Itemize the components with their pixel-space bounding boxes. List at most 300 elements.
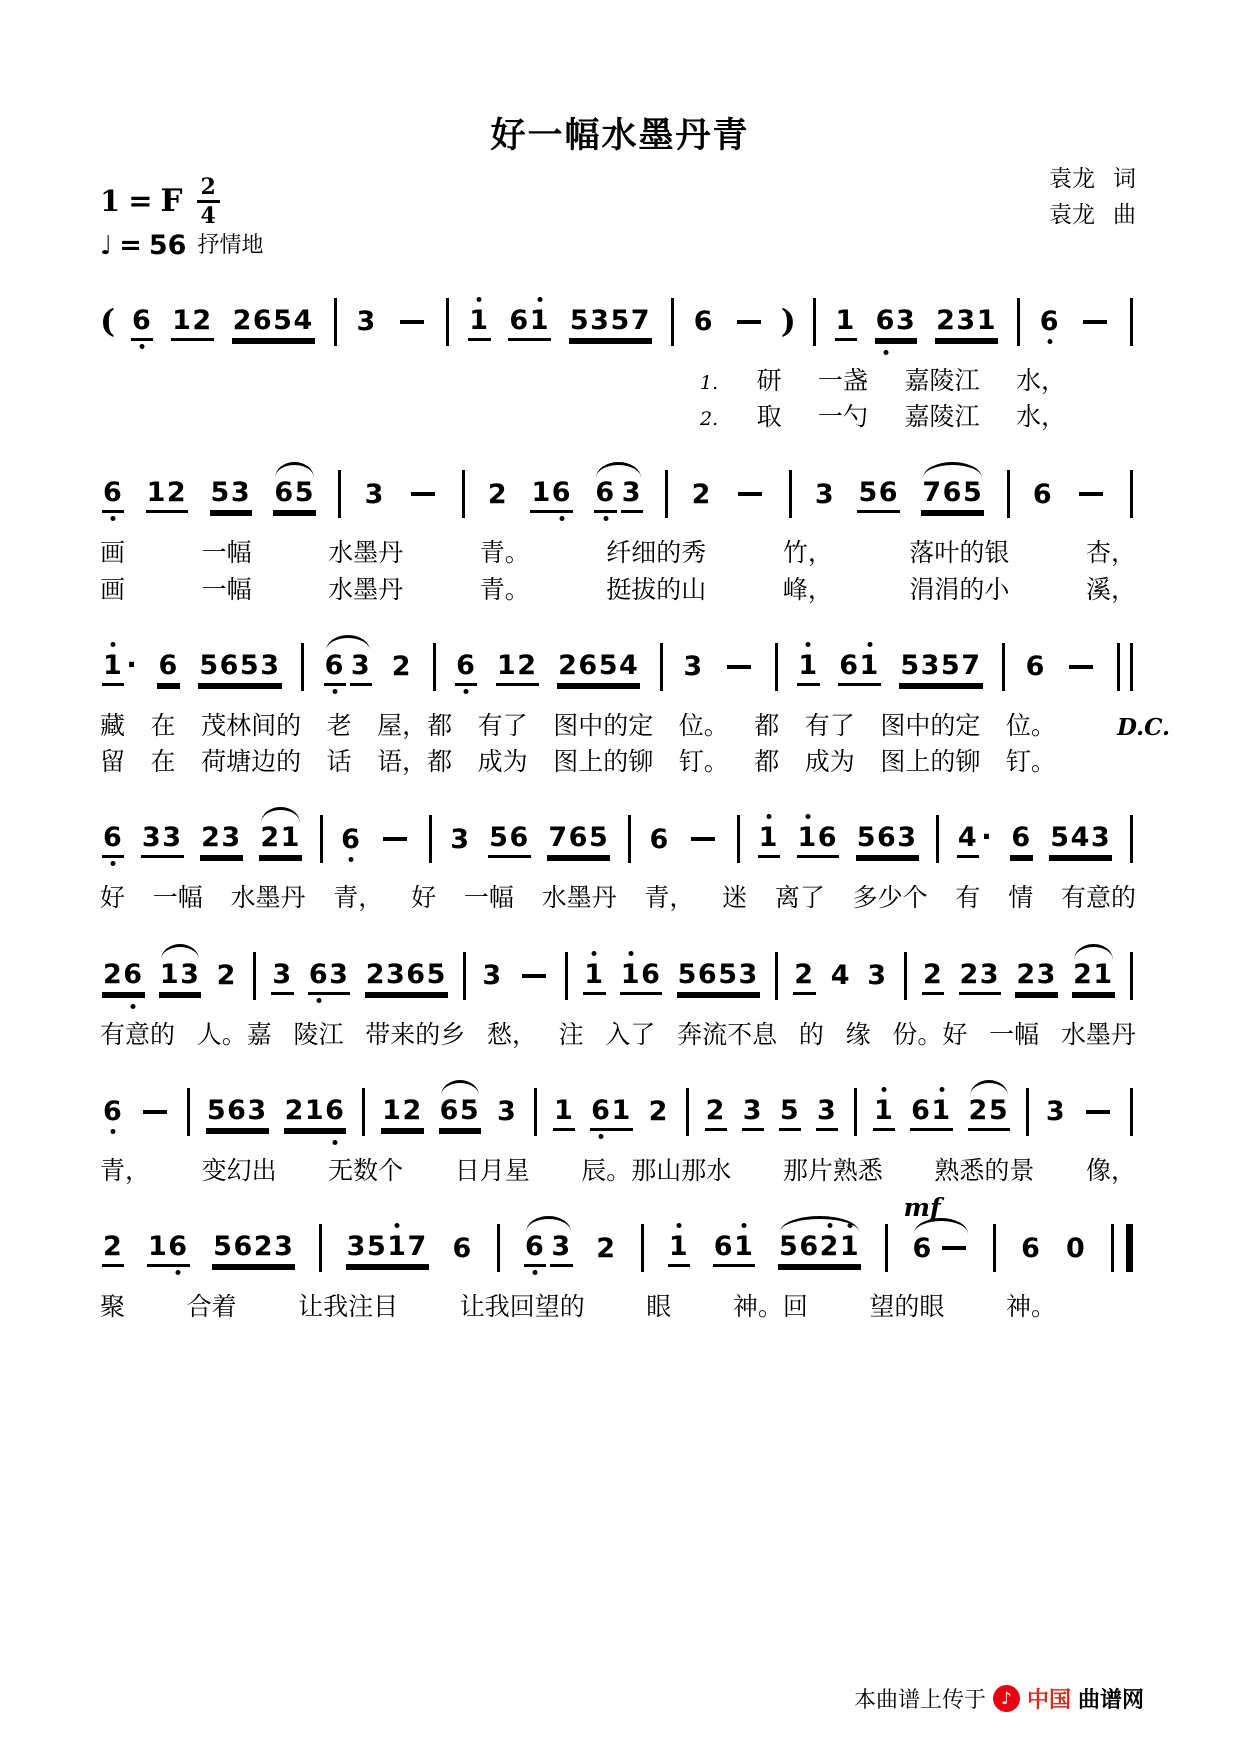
note-digits [259,824,302,858]
note-digits [496,1098,518,1129]
note [1063,1217,1089,1286]
note [689,463,715,532]
note-body [216,962,238,993]
note [551,1079,577,1151]
note-body [212,1233,295,1267]
lyric-segment: 在 [150,747,176,776]
note-body [875,304,918,341]
note-digit: 6 [452,1232,473,1264]
lyric-segment: 溪， [1085,574,1136,604]
note-digits [713,1233,756,1267]
note-digit: 3 [272,958,293,990]
lyric-segment: 一幅 [201,574,252,604]
note-digit: 2 [216,960,237,991]
note-digit: 6 [325,1094,346,1126]
note-digit: 5 [940,649,962,681]
note-digit: 6 [103,1096,124,1128]
tied-group [322,634,375,706]
note-digit: 5 [962,477,984,509]
note-digit: 4 [619,649,640,681]
lyrics-block [100,1153,1136,1189]
note-body [1045,1098,1067,1129]
lyric-row [700,399,1136,435]
note-digit: 6 [713,1231,735,1262]
lyric-row [100,572,1136,608]
augmentation-dot: · [126,647,137,681]
note-digits [957,824,979,858]
note-body [778,1233,861,1267]
note-body [705,1094,727,1131]
note-digits [141,824,184,858]
note-body [713,1233,756,1267]
note-digit: 6 [595,477,616,509]
note-digit: 3 [450,823,471,855]
note [581,943,607,1015]
note [836,634,883,706]
note [210,1215,297,1287]
music-line-2 [100,461,1136,608]
note-digit: 6 [912,1232,933,1264]
note [100,461,126,533]
note-body [439,1094,482,1131]
note-digit: 3 [621,477,642,509]
lyric-segment: 有了 [477,710,528,740]
lyric-segment: 纤细的秀 [606,538,707,568]
note-digits [200,824,243,858]
note-digit: 3 [816,1094,838,1126]
note-digit: 3 [590,304,611,336]
tempo-marking [100,229,263,263]
lyric-segment: 老 [326,710,352,740]
lyric-segment: 水墨丹 [230,883,306,913]
tie-arc [1074,944,1113,960]
lyric-segment: 荷塘边的 [201,747,302,776]
parenthesis: ( [100,301,116,340]
barline [362,1088,365,1136]
note-body [1032,478,1054,512]
note-body [1020,1232,1042,1266]
duration-dash [400,320,424,324]
note-body [451,1232,473,1266]
note-digits [935,304,998,341]
note [756,806,782,878]
note-digit: 6 [839,649,860,681]
barline [1130,470,1133,518]
note [389,635,415,704]
lyric-segment: 迷 [722,883,748,913]
note-digits [451,1232,473,1266]
note-digit: 6 [103,477,124,509]
note-body [146,479,189,513]
note-digits [921,479,984,513]
note-digit: 6 [942,477,963,509]
note-body [102,1233,124,1267]
lyric-segment: 图中的定 [880,710,981,740]
note-digits [547,824,610,858]
note-digits [496,649,539,686]
note [903,1192,941,1286]
note-digits [131,304,153,341]
note-body [524,1233,546,1267]
tied-group [592,461,645,533]
note [593,1217,619,1286]
note [437,1079,484,1151]
note-digit: 6 [911,1094,932,1126]
note-digit: 2 [232,304,253,336]
note-digit: 6 [168,1231,189,1262]
note-body [340,823,362,857]
lyric-segment: 人。嘉 [196,1019,272,1049]
note [1037,290,1063,359]
note-body [835,304,857,341]
note-digit: 3 [895,304,917,336]
note-body [779,1094,801,1131]
duration-dash [522,974,546,978]
note-digit: 5 [273,304,294,336]
note-digit: 5 [489,822,510,854]
barline [338,470,341,518]
duration-dash [738,492,762,496]
note-body [873,1094,895,1131]
note-digit: 2 [192,304,213,336]
note-digits [595,1232,617,1266]
lyric-segment: 陵江 [293,1019,344,1049]
lyric-segment: 那片熟悉 [782,1155,883,1185]
notation-row [100,1079,1136,1151]
note-body [1010,824,1032,858]
note-digit: 2 [968,1094,989,1126]
composer-name: 袁龙 [1049,201,1095,228]
note-digits [550,1233,572,1267]
note-digits [793,958,815,995]
footer [854,1683,1144,1714]
note-body [391,653,413,684]
note-digit: 4 [957,822,979,854]
note-digits [1045,1098,1067,1129]
lyric-segment: 落叶的银 [909,538,1010,568]
lyric-segment: 位。 [1005,710,1056,740]
note-digits [346,1233,429,1267]
note-body [550,1233,572,1267]
note [100,806,126,878]
note-digits [157,649,179,686]
note-body [200,824,243,858]
note [680,635,706,704]
note [1030,463,1056,532]
note-body [569,304,652,341]
note [362,463,388,532]
note-digit: 1 [734,1231,755,1262]
note-digit: 1 [469,304,490,336]
barline [641,1224,644,1272]
note [548,1215,574,1287]
note-digits [102,1098,124,1129]
note-digits [856,824,919,858]
note-body [691,478,713,512]
note-digit: 2 [705,1094,726,1126]
note-digits [583,958,605,995]
lyric-segment: 合着 [186,1292,237,1321]
note-body [232,304,315,341]
note-body [102,958,145,995]
lyric-segment: 注 [558,1019,584,1049]
note-digits [232,304,315,341]
lyric-segment: 画 [100,538,126,568]
note-body [496,1098,518,1129]
lyric-segment: 离了 [774,883,825,913]
tonic-label: 1 [100,184,121,219]
note-digit: 4 [293,304,314,336]
note-digits [830,962,852,993]
note [864,944,890,1013]
duration-dash [383,837,407,841]
barline [319,1224,322,1272]
lyric-segment: 取 [756,402,782,431]
lyric-segment: 位。 [678,710,729,740]
note-body [324,649,346,686]
notation-row [100,1192,1136,1287]
note [208,461,255,533]
note-digit: 2 [922,958,944,990]
note-digits [590,1094,633,1131]
lyric-segment: 语，都 [377,747,453,776]
note-digit: 6 [697,958,719,990]
note-digit: 4 [830,960,852,991]
music-line-4 [100,806,1136,916]
note-body [488,824,531,858]
equals-sign: = [128,184,153,219]
note [271,461,318,533]
lyric-segment: 成为 [477,747,528,776]
note-digit: 1 [611,1094,632,1126]
duration-dash [691,837,715,841]
uploaded-by-text: 本曲谱上传于 [853,1688,986,1713]
da-capo-mark: D.C. [1116,713,1170,741]
note [619,461,645,533]
note-body [935,304,998,341]
note-digit: 2 [819,1231,840,1262]
note [795,806,842,878]
final-barline [1111,1224,1133,1272]
barline [253,952,256,1000]
note [344,1215,431,1287]
barline [334,298,337,346]
note-digit: 1 [159,958,181,990]
note-digits [488,824,531,858]
note-digit: 5 [206,1094,228,1126]
note-digit: 6 [649,823,670,855]
note-digits [1065,1232,1087,1266]
note [322,634,348,706]
note-digits [1072,958,1115,995]
duration-dash [1083,320,1107,324]
barline [301,643,304,691]
note-digit: 5 [610,304,631,336]
note [306,943,353,1015]
lyric-segment: 日月星 [454,1155,530,1185]
lyric-segment: 一幅 [463,883,514,913]
note-digit: 5 [426,958,447,990]
note-digits [648,1098,670,1129]
note-body [866,962,888,993]
duration-dash [143,1110,167,1114]
lyric-segment: 变幻出 [201,1155,277,1185]
note-digit: 2 [284,1094,305,1126]
lyric-segment: 峰， [782,574,833,604]
note-digit: 3 [867,960,888,991]
note [871,1079,897,1151]
lyricist-role: 词 [1113,166,1136,192]
notation-row [100,289,1136,361]
lyric-segment: 水， [1015,402,1066,431]
note-digit: 6 [1025,651,1046,683]
note-body [830,962,852,993]
site-name-prefix: 中国 [1026,1687,1071,1713]
lyric-segment: 缘 [845,1019,871,1049]
barline [671,298,674,346]
note [479,944,505,1013]
tied-group [903,1192,972,1286]
note-body [677,958,760,995]
lyric-segment: 一幅 [152,883,203,913]
note-digit: 6 [274,477,295,509]
music-systems [100,289,1170,1326]
note-body [620,958,663,995]
lyric-segment: 杏， [1085,538,1136,568]
note [873,289,920,361]
lyric-segment: 涓涓的小 [909,574,1010,604]
lyric-row [100,1017,1136,1053]
note-body [621,479,643,513]
music-line-7 [100,1192,1136,1325]
note [814,1079,840,1151]
note [282,1079,349,1151]
lyric-segment: 在 [150,710,176,740]
note [139,806,186,878]
note-digit: 2 [201,822,222,854]
note-body [797,649,819,686]
note-digit: 5 [779,1094,801,1126]
note-body [682,653,704,684]
note-digit: 6 [252,304,274,336]
note-digit: 5 [718,958,739,990]
lyric-segment: 好 [100,883,126,913]
note-digits [198,649,281,686]
lyric-row [100,1289,1136,1325]
note-digits [705,1094,727,1131]
barline [775,952,778,1000]
note-digit: 3 [742,1094,763,1126]
song-title: 好一幅水墨丹青 [490,116,750,156]
note-body [793,958,815,995]
note [494,634,541,706]
note-digit: 2 [166,477,188,509]
barline [854,1088,857,1136]
note-body [141,824,184,858]
note-body [742,1094,764,1131]
note-body [814,478,836,512]
parenthesis: ) [780,301,796,340]
lyric-segment: 一幅 [989,1019,1040,1049]
note [100,1080,126,1149]
lyric-segment: 神。 [1005,1292,1056,1321]
note-digit: 2 [402,1094,423,1126]
note-digits [216,962,238,993]
note-digits [779,1094,801,1131]
note-digit: 7 [630,304,652,336]
note-digits [355,308,377,339]
barline [904,952,907,1000]
tie-arc [441,1080,480,1096]
tie-arc [275,462,314,478]
note-digit: 1 [496,649,518,681]
note-digit: 2 [558,649,579,681]
lyric-segment: 水墨丹 [328,574,404,604]
meter-numerator: 2 [197,176,220,203]
barline [565,952,568,1000]
tie-arc [923,462,982,478]
note-digit: 2 [794,958,815,990]
lyric-segment: 奔流不息 [677,1019,778,1049]
note-digits [284,1094,347,1131]
note-digit: 3 [814,478,836,510]
barline [1130,298,1133,346]
note [100,634,141,706]
note-body [481,962,503,993]
note-digit: 3 [1090,822,1112,854]
note-body [271,958,293,995]
note-digits [838,649,881,686]
note-body [857,479,900,513]
note-digit: 1 [859,649,880,681]
lyric-segment: 图上的铆 [880,747,981,776]
note-digit: 1 [529,304,550,336]
note-body [553,1094,575,1131]
lyric-segment: 带来的乡 [365,1019,466,1049]
note [214,944,240,1013]
note-body [557,649,640,686]
note [791,943,817,1015]
notation-row [100,943,1136,1015]
note-digit: 5 [779,1231,800,1262]
note-digit: 1 [531,477,552,509]
note-digit: 4 [1070,822,1091,854]
key-tempo-block [100,176,263,263]
note-digits [682,653,704,684]
lyric-segment: 竹， [782,538,833,568]
note-digit: 2 [959,958,980,990]
tie-arc [161,944,200,960]
lyric-segment: 留 [100,747,126,776]
lyric-segment: 青， [644,883,695,913]
barline [1026,1088,1029,1136]
note-body [530,479,573,513]
note-digit: 3 [683,651,704,683]
duration-dash [1069,665,1093,669]
lyric-segment: 让我回望的 [459,1292,585,1321]
duration-dash [1079,492,1103,496]
note-digit: 5 [366,1231,388,1262]
lyric-segment: 有 [955,883,981,913]
duration-dash [1086,1110,1110,1114]
note [145,1215,192,1287]
note [447,808,473,877]
lyrics-block [100,708,1170,781]
barline [628,815,631,863]
note [795,634,821,706]
lyric-segment: 让我注目 [298,1292,399,1321]
note-digits [102,824,124,858]
